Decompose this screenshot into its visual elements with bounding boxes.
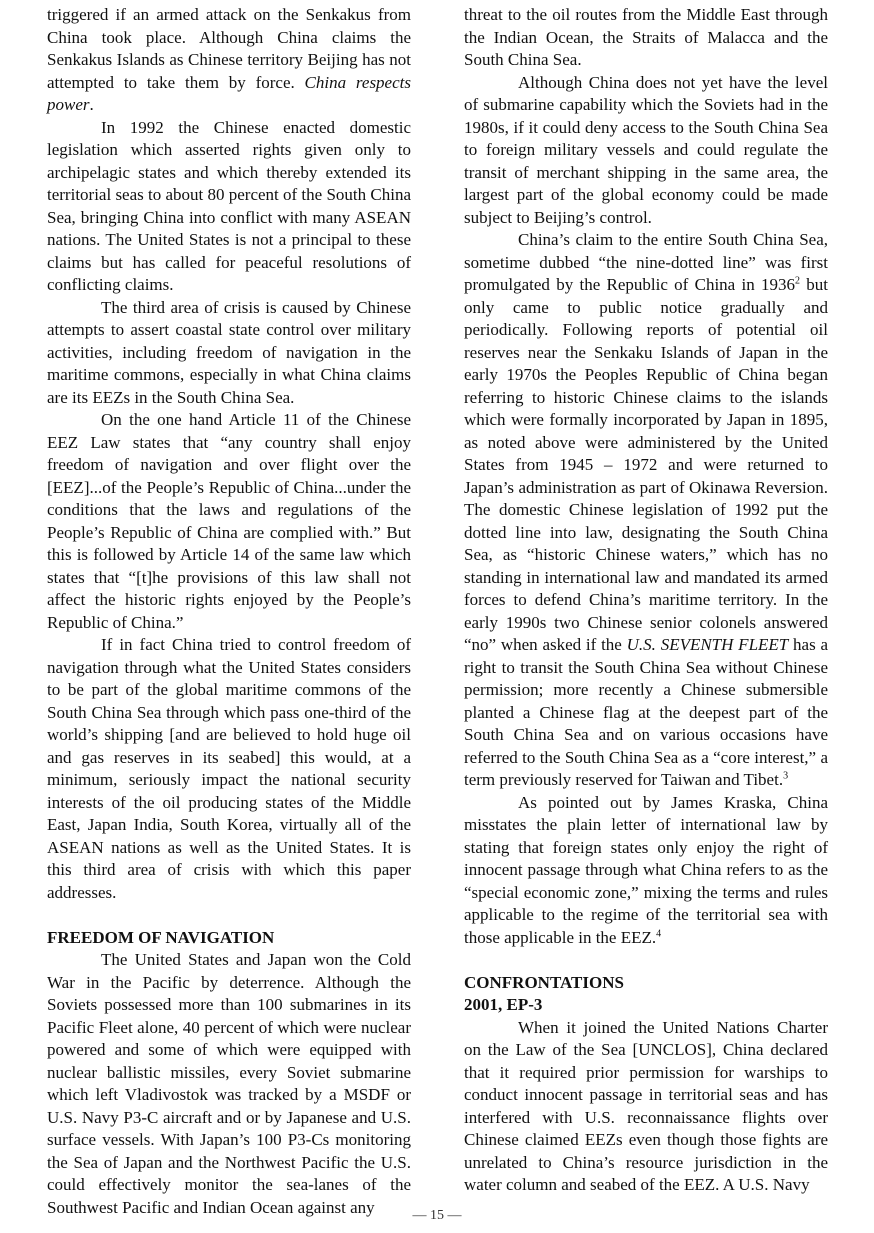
paragraph-text: but only came to public notice gradually and periodically. Following reports of potential oil reserves near the Senkaku Islands of Japan in the early 1970s the Peoples Republic of China began referring to historic Chinese claims to the islands which were formally incorporated by Japan in 1895, as noted above were administered by the United States from 1945 – 1972 and were returned to Japan’s administration as part of Okinawa Reversion. The domestic Chinese legislation of 1992 put the dotted line into law, designating the South China Sea, as “historic Chinese waters,” which has no standing in international law and mandated its armed forces to defend China’s maritime territory. In the early 1990s two Chinese senior colonels answered “no” when asked if the <box>464 275 828 654</box>
paragraph <box>47 4 411 117</box>
left-column <box>47 4 411 1219</box>
page-number: — 15 — <box>412 1208 462 1223</box>
paragraph: In 1992 the Chinese enacted domestic legislation which asserted rights given only to archipelagic states and which thereby extended its territorial seas to about 80 percent of the South China Sea, bringing China into conflict with many ASEAN nations. The United States is not a principal to these claims but has called for peaceful resolutions of conflicting claims. <box>47 117 411 294</box>
paragraph-text: has a right to transit the South China Sea without Chinese permission; more recently a Chinese submersible planted a Chinese flag at the deepest part of the South China Sea and on various occasions have referred to the South China Sea as a “core interest,” a term previously reserved for Taiwan and Tibet. <box>464 635 828 789</box>
emphasis-text: U.S. SEVENTH FLEET <box>626 635 789 654</box>
footnote-ref: 3 <box>783 770 789 782</box>
paragraph <box>464 792 828 950</box>
paragraph-text: As pointed out by James Kraska, China misstates the plain letter of international law by stating that foreign states only enjoy the right of innocent passage through what China refers to as the “special economic zone,” mixing the terms and rules applicable to the regime of the territorial sea with those applicable in the EEZ. <box>464 792 828 947</box>
paragraph: On the one hand Article 11 of the Chinese EEZ Law states that “any country shall enjoy freedom of navigation and over flight over the [EEZ]...of the People’s Republic of China...under the conditions that the laws and regulations of the People’s Republic of China are complied with.” But this is followed by Article 14 of the same law which states that “[t]he provisions of this law shall not affect the historic rights enjoyed by the People’s Republic of China.” <box>47 410 411 632</box>
paragraph: When it joined the United Nations Charter on the Law of the Sea [UNCLOS], China declared that it required prior permission for warships to conduct innocent passage in territorial seas and has interfered with U.S. reconnaissance flights over Chinese claimed EEZs even though those fights are unrelated to China’s resource jurisdiction in the water column and seabed of the EEZ. A U.S. Navy <box>464 1017 828 1194</box>
emphasis-text: China respects power <box>47 72 411 114</box>
footnote-ref: 2 <box>795 275 800 287</box>
paragraph: If in fact China tried to control freedom of navigation through what the United States considers to be part of the global maritime commons of the South China Sea through which pass one-third of the world’s shipping [and are believed to hold huge oil and gas reserves in its seabed] this would, at a minimum, seriously impact the national security interests of the oil producing states of the Middle East, Japan India, South Korea, virtually all of the ASEAN nations as well as the United States. It is this third area of crisis with which this paper addresses. <box>47 635 411 902</box>
footnote-ref: 4 <box>656 927 662 939</box>
section-heading: CONFRONTATIONS <box>464 972 624 992</box>
paragraph: The United States and Japan won the Cold War in the Pacific by deterrence. Although the Soviets possessed more than 100 submarines in its Pacific Fleet alone, 40 percent of which were nuclear powered and some of which were equipped with nuclear ballistic missiles, every Soviet submarine which left Vladivostok was tracked by a MSDF or U.S. Navy P3-C aircraft and or by Japanese and U.S. surface vessels. With Japan’s 100 P3-Cs monitoring the Sea of Japan and the Northwest Pacific the U.S. could effectively monitor the sea-lanes of the Southwest Pacific and Indian Ocean against any <box>47 950 411 1217</box>
paragraph-text: . <box>89 95 94 114</box>
section-heading: FREEDOM OF NAVIGATION <box>47 927 275 947</box>
paragraph <box>464 229 828 792</box>
paragraph: threat to the oil routes from the Middle East through the Indian Ocean, the Straits of Malacca and the South China Sea. <box>464 5 828 69</box>
section-subheading: 2001, EP-3 <box>464 995 543 1014</box>
paragraph-text: triggered if an armed attack on the Senkakus from China took place. Although China claims the Senkakus Islands as Chinese territory Beijing has not attempted to take them by force. <box>47 5 411 92</box>
paragraph: The third area of crisis is caused by Chinese attempts to assert coastal state control over military activities, including freedom of navigation in the maritime commons, especially in what China claims are its EEZs in the South China Sea. <box>47 297 411 407</box>
paragraph-text: China’s claim to the entire South China Sea, sometime dubbed “the nine-dotted line” was first promulgated by the Republic of China in 1936 <box>464 230 828 294</box>
paragraph: Although China does not yet have the level of submarine capability which the Soviets had in the 1980s, if it could deny access to the South China Sea to foreign military vessels and could regulate the transit of merchant shipping in the same area, the largest part of the global economy could be made subject to Beijing’s control. <box>464 72 828 227</box>
right-column <box>464 4 828 1197</box>
